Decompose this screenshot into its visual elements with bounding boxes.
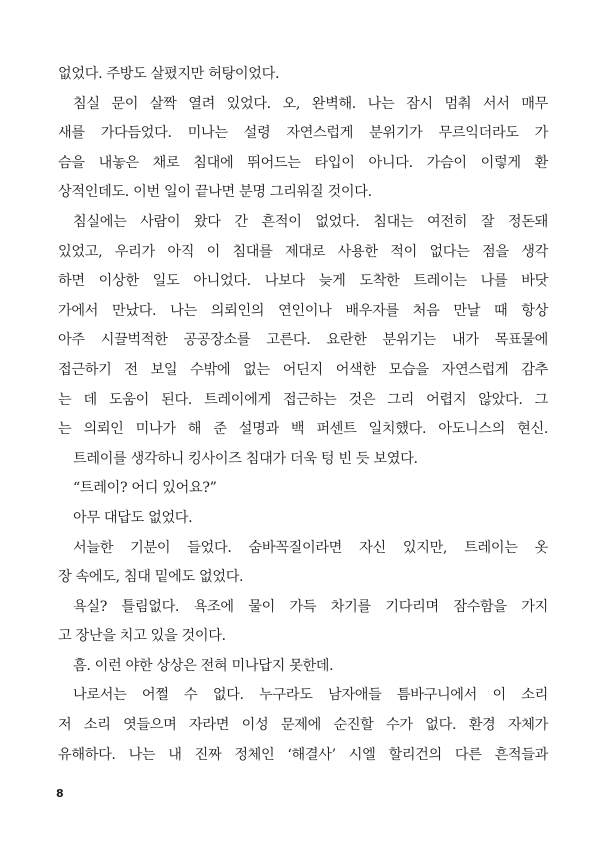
text-line: 가에서 만났다. 나는 의뢰인의 연인이나 배우자를 처음 만날 때 항상 xyxy=(58,302,548,319)
body-text xyxy=(58,60,548,770)
text-line: 있었고, 우리가 아직 이 침대를 제대로 사용한 적이 없다는 점을 생각 xyxy=(58,243,548,260)
text-line: 나로서는 어쩔 수 없다. 누구라도 남자애들 틈바구니에서 이 소리 xyxy=(73,687,548,704)
text-line: 욕실? 틀림없다. 욕조에 물이 가득 차기를 기다리며 잠수함을 가지 xyxy=(73,598,548,615)
text-line: 서늘한 기분이 들었다. 숨바꼭질이라면 자신 있지만, 트레이는 옷 xyxy=(73,539,548,556)
text-line: 저 소리 엿들으며 자라면 이성 문제에 순진할 수가 없다. 환경 자체가 xyxy=(58,717,548,734)
text-line: 하면 이상한 일도 아니었다. 나보다 늦게 도착한 트레이는 나를 바닷 xyxy=(58,273,548,290)
text-line: 는 데 도움이 된다. 트레이에게 접근하는 것은 그리 어렵지 않았다. 그 xyxy=(58,391,548,408)
text-line: 침실 문이 살짝 열려 있었다. 오, 완벽해. 나는 잠시 멈춰 서서 매무 xyxy=(73,95,548,112)
text-line: 아주 시끌벅적한 공공장소를 고른다. 요란한 분위기는 내가 목표물에 xyxy=(58,332,548,349)
text-line: 아무 대답도 없었다. xyxy=(73,509,193,526)
text-line: 침실에는 사람이 왔다 간 흔적이 없었다. 침대는 여전히 잘 정돈돼 xyxy=(73,213,548,230)
text-line: 새를 가다듬었다. 미나는 설령 자연스럽게 분위기가 무르익더라도 가 xyxy=(58,125,548,142)
text-line: 흠. 이런 야한 상상은 전혀 미나답지 못한데. xyxy=(73,657,334,674)
text-line: 고 장난을 치고 있을 것이다. xyxy=(58,628,226,645)
page-number: 8 xyxy=(56,787,64,800)
text-line: 유해하다. 나는 내 진짜 정체인 ‘해결사’ 시엘 할리건의 다른 흔적들과 xyxy=(58,746,548,763)
text-line: 는 의뢰인 미나가 해 준 설명과 백 퍼센트 일치했다. 아도니스의 현신. xyxy=(58,421,548,438)
text-line: 상적인데도. 이번 일이 끝나면 분명 그리워질 것이다. xyxy=(58,184,372,201)
text-line: 트레이를 생각하니 킹사이즈 침대가 더욱 텅 빈 듯 보였다. xyxy=(73,450,418,467)
text-line: 장 속에도, 침대 밑에도 없었다. xyxy=(58,569,244,586)
text-line: 접근하기 전 보일 수밖에 없는 어딘지 어색한 모습을 자연스럽게 감추 xyxy=(58,361,548,378)
text-line: 없었다. 주방도 살폈지만 허탕이었다. xyxy=(58,66,280,82)
text-line: “트레이? 어디 있어요?” xyxy=(73,480,217,497)
text-line: 슴을 내놓은 채로 침대에 뛰어드는 타입이 아니다. 가슴이 이렇게 환 xyxy=(58,154,548,171)
